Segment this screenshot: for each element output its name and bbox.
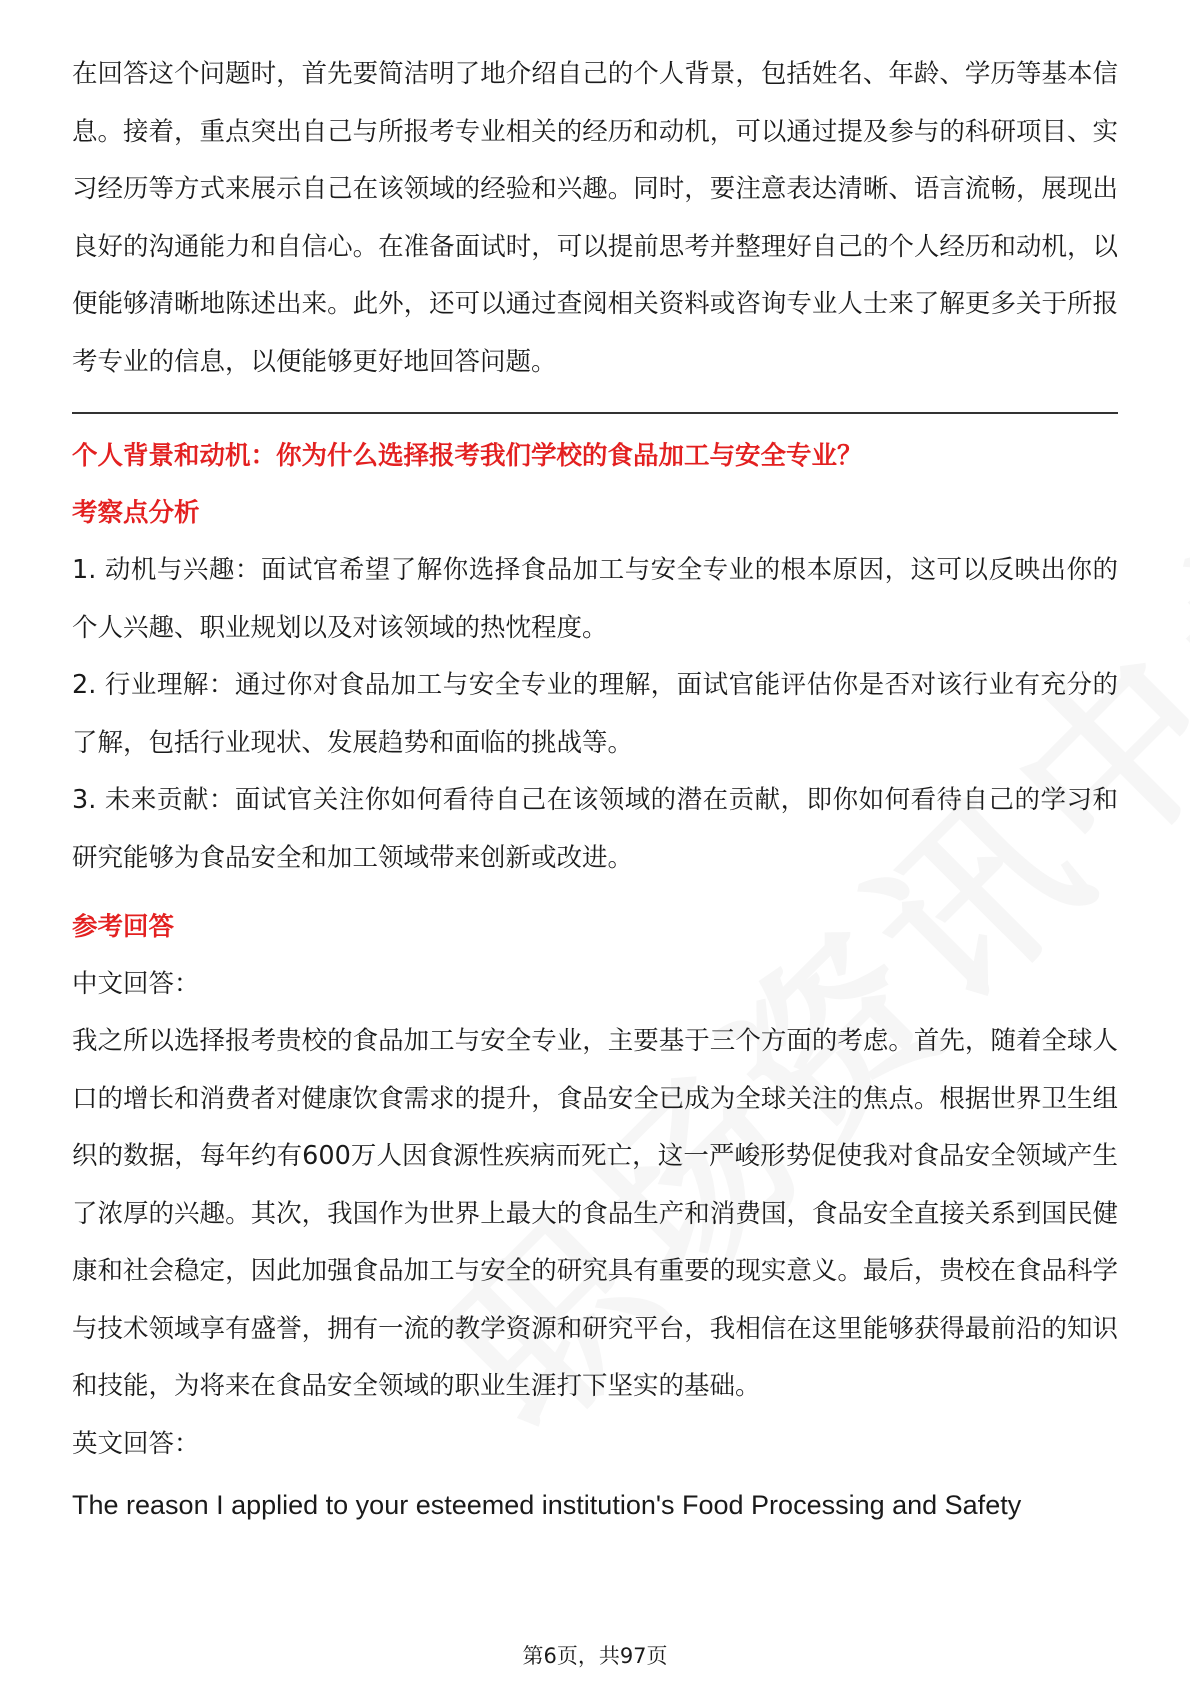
chinese-answer-label: 中文回答： (72, 969, 200, 999)
reference-heading: 参考回答 (72, 912, 175, 942)
page-content (72, 46, 1118, 1534)
analysis-list (72, 542, 1118, 887)
analysis-item: 2. 行业理解：通过你对食品加工与安全专业的理解，面试官能评估你是否对该行业有充分的了解，包括行业现状、发展趋势和面临的挑战等。 (72, 670, 1118, 758)
analysis-item: 1. 动机与兴趣：面试官希望了解你选择食品加工与安全专业的根本原因，这可以反映出你的个人兴趣、职业规划以及对该领域的热忱程度。 (72, 555, 1118, 643)
section-divider (72, 412, 1118, 414)
chinese-answer: 我之所以选择报考贵校的食品加工与安全专业，主要基于三个方面的考虑。首先，随着全球人口的增长和消费者对健康饮食需求的提升，食品安全已成为全球关注的焦点。根据世界卫生组织的数据，每年约有600万人因食源性疾病而死亡，这一严峻形势促使我对食品安全领域产生了浓厚的兴趣。其次，我国作为世界上最大的食品生产和消费国，食品安全直接关系到国民健康和社会稳定，因此加强食品加工与安全的研究具有重要的现实意义。最后，贵校在食品科学与技术领域享有盛誉，拥有一流的教学资源和研究平台，我相信在这里能够获得最前沿的知识和技能，为将来在食品安全领域的职业生涯打下坚实的基础。 (72, 1026, 1118, 1401)
analysis-item: 3. 未来贡献：面试官关注你如何看待自己在该领域的潜在贡献，即你如何看待自己的学习和研究能够为食品安全和加工领域带来创新或改进。 (72, 785, 1118, 873)
question-heading: 个人背景和动机：你为什么选择报考我们学校的食品加工与安全专业？ (72, 441, 863, 471)
page-number: 第6页，共97页 (522, 1644, 668, 1668)
analysis-heading: 考察点分析 (72, 498, 200, 528)
intro-paragraph: 在回答这个问题时，首先要简洁明了地介绍自己的个人背景，包括姓名、年龄、学历等基本信息。接着，重点突出自己与所报考专业相关的经历和动机，可以通过提及参与的科研项目、实习经历等方式来展示自己在该领域的经验和兴趣。同时，要注意表达清晰、语言流畅，展现出良好的沟通能力和自信心。在准备面试时，可以提前思考并整理好自己的个人经历和动机，以便能够清晰地陈述出来。此外，还可以通过查阅相关资料或咨询专业人士来了解更多关于所报考专业的信息，以便能够更好地回答问题。 (72, 59, 1118, 377)
english-answer: The reason I applied to your esteemed institution's Food Processing and Safety (72, 1489, 1022, 1520)
english-answer-label: 英文回答： (72, 1428, 200, 1459)
